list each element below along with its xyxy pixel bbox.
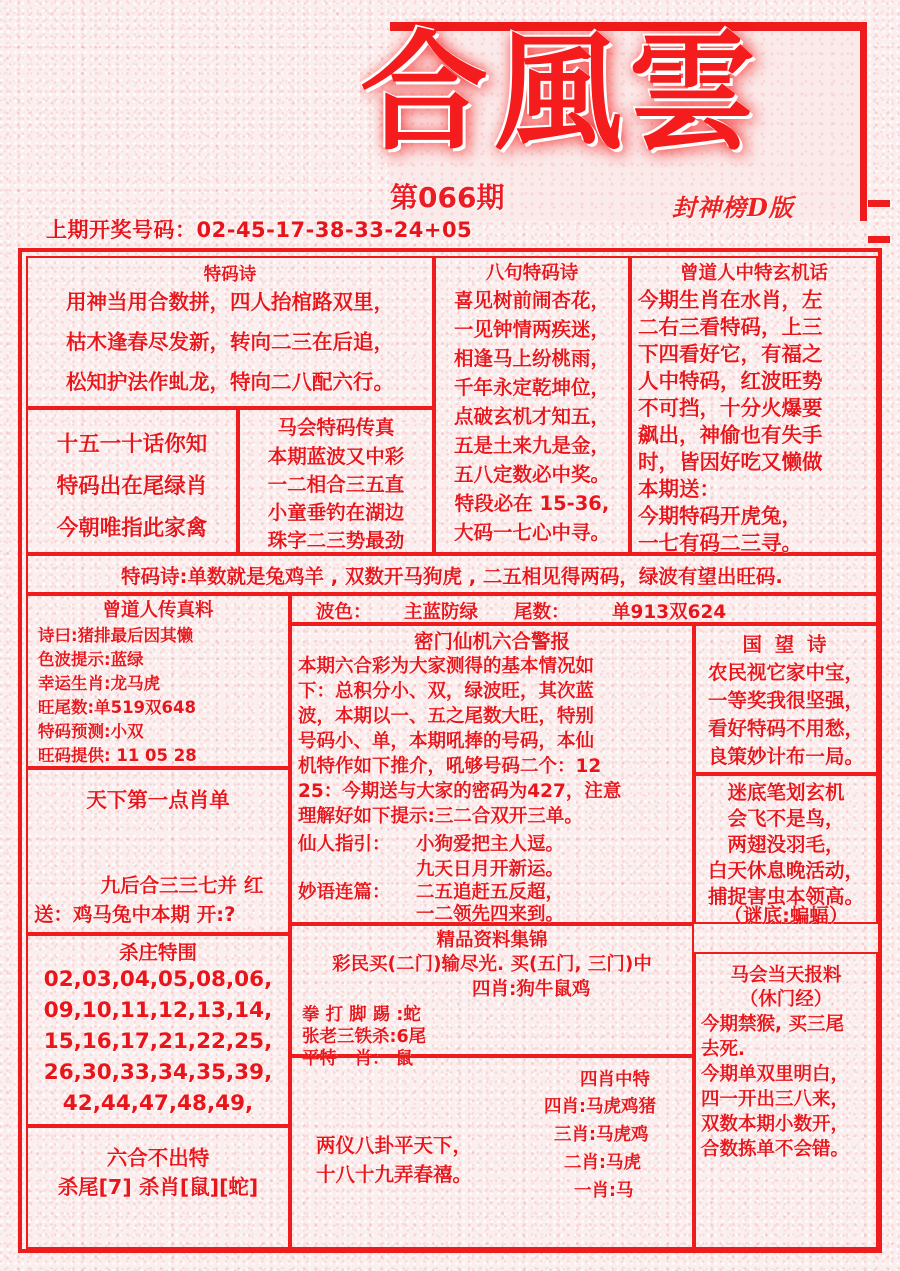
eight-line-poem-line-5: 点破玄机才知五， [453,405,610,428]
tianxia-cell [26,768,290,934]
mimen-saying-line-2: 一二领先四来到。 [416,904,565,925]
mahui-fax-line-1: 本期蓝波又中彩 [267,445,405,468]
mimen-saying-label: 妙语连篇： [298,882,391,903]
mahui-today-line-6: 合数拣单不会错。 [701,1139,850,1160]
guowang-poem-line-4: 良策妙计布一局。 [707,745,864,768]
zengdaoren-fax-row-4: 旺尾数:单519双648 [38,698,196,717]
zengdaoren-xuanji-line-4: 人中特码，红波旺势 [638,369,823,393]
zengdaoren-fax-row-6: 旺码提供: 11 05 28 [38,746,197,765]
liuhe-heading: 六合不出特 [106,1146,210,1170]
eight-line-poem-line-9: 大码一七心中寻。 [453,521,610,544]
page-title: 合風雲 [360,18,763,168]
tianxia-line-1: 九后合三三七并 红 [100,874,264,897]
issue-number: 第066期 [390,181,505,214]
mimen-cell [290,624,694,924]
sixiao-heading: 四肖中特 [580,1070,650,1090]
jingpin-row-3: 平特一肖： 鼠 [302,1049,414,1069]
shazhuang-numbers-4: 26,30,33,34,35,39, [43,1060,273,1085]
shazhuang-numbers-3: 15,16,17,21,22,25, [43,1029,273,1054]
mahui-today-line-4: 四一开出三八来， [701,1089,850,1110]
zengdaoren-xuanji-line-3: 下四看好它，有福之 [638,342,823,366]
jingpin-line-1: 彩民买(二门)输尽光. 买(五门, 三门)中 [332,954,652,975]
special-poem-line-2: 枯木逢春尽发新，转向二三在后追， [66,330,394,354]
zengdaoren-fax-cell [26,594,290,768]
mimen-line-1: 本期六合彩为大家测得的基本情况如 [298,656,595,677]
mimen-line-4: 号码小、单，本期吼捧的号码，本仙 [298,731,595,752]
zengdaoren-fax-row-1: 诗曰:猪排最后因其懒 [38,626,194,645]
page-header [0,0,900,242]
mimen-line-7: 理解好如下提示:三二合双开三单。 [298,806,583,827]
mimen-line-2: 下：总积分小、双，绿波旺，其次蓝 [298,681,595,702]
bagua-line-2: 十八十九弄春禧。 [316,1163,473,1186]
riddle-line-1: 会飞不是鸟， [727,807,845,830]
guowang-poem-heading: 国 望 诗 [742,633,830,656]
riddle-line-4: 捕捉害虫本领高。 [707,885,864,908]
eight-line-poem-heading: 八句特码诗 [485,263,579,284]
shazhuang-numbers-2: 09,10,11,12,13,14, [43,998,273,1023]
wave-color-cell [290,594,878,624]
zengdaoren-xuanji-line-9: 今期特码开虎兔， [638,504,802,528]
fifteen-ten-line-2: 特码出在尾绿肖 [56,474,208,499]
zengdaoren-xuanji-line-5: 不可挡，十分火爆要 [638,396,823,420]
jingpin-row-1: 拳 打 脚 踢 :蛇 [302,1005,421,1025]
tianxia-line-2: 送：鸡马兔中本期 开:? [34,903,236,926]
special-poem-heading: 特码诗 [203,265,257,285]
mahui-fax-heading: 马会特码传真 [277,416,395,439]
eight-line-poem-cell [434,256,630,554]
riddle-answer: （谜底:蝙蝠） [723,904,849,927]
zengdaoren-xuanji-line-1: 今期生肖在水肖，左 [638,288,823,312]
sixiao-row-2: 三肖:马虎鸡 [554,1125,649,1145]
mahui-today-heading: 马会当天报料 [730,965,842,986]
mahui-today-cell [694,952,878,1249]
tail-number-value: 单913双624 [612,602,727,623]
zengdaoren-xuanji-line-2: 二右三看特码，上三 [638,315,823,339]
banner-text: 特码诗:单数就是兔鸡羊 , 双数开马狗虎 , 二五相见得两码，绿波有望出旺码. [121,565,783,588]
mahui-fax-cell [238,408,434,554]
guowang-poem-line-3: 看好特码不用愁， [707,717,864,740]
guowang-poem-cell [694,624,878,774]
bagua-sixiao-cell [290,1056,694,1249]
bagua-line-1: 两仪八卦平天下， [316,1134,473,1157]
guowang-poem-line-1: 农民视它家中宝， [707,661,864,684]
mahui-today-line-3: 今期单双里明白， [701,1064,850,1085]
zengdaoren-xuanji-cell [630,256,878,554]
content-frame [18,248,882,1253]
riddle-line-3: 白天休息晚活动， [707,859,864,882]
fifteen-ten-cell [26,408,238,554]
banner-cell [26,554,878,594]
shazhuang-numbers-1: 02,03,04,05,08,06, [43,967,273,992]
shazhuang-heading: 杀庄特围 [118,941,197,964]
mimen-line-6: 25：今期送与大家的密码为427，注意 [298,781,622,802]
zengdaoren-xuanji-heading: 曾道人中特玄机话 [679,263,828,284]
fifteen-ten-line-3: 今朝唯指此家禽 [56,516,208,541]
shazhuang-cell [26,934,290,1126]
jingpin-row-2: 张老三铁杀:6尾 [302,1027,427,1047]
mahui-today-line-5: 双数本期小数开， [701,1114,850,1135]
zengdaoren-fax-row-3: 幸运生肖:龙马虎 [38,674,161,693]
eight-line-poem-line-3: 相逢马上纷桃雨， [453,347,610,370]
sixiao-row-3: 二肖:马虎 [564,1153,641,1173]
zengdaoren-xuanji-line-8: 本期送： [638,477,720,501]
special-poem-line-3: 松知护法作虬龙，特向二八配六行。 [66,370,394,394]
mimen-line-3: 波，本期以一、五之尾数大旺，特别 [298,706,595,727]
mimen-line-5: 机特作如下推介，吼够号码二个：12 [298,756,602,777]
last-draw-numbers: 上期开奖号码：02-45-17-38-33-24+05 [46,218,473,242]
eight-line-poem-line-7: 五八定数必中奖。 [453,463,610,486]
mimen-heading: 密门仙机六合警报 [413,630,570,653]
jingpin-cell [290,924,694,1069]
mimen-guide-line-2: 九天日月开新运。 [416,859,565,880]
jingpin-line-2: 四肖:狗牛鼠鸡 [472,979,591,1000]
mimen-saying-line-1: 二五追赶五反超， [416,882,565,903]
jingpin-heading: 精品资料集锦 [436,930,548,951]
wave-color-value: 主蓝防绿 [404,602,479,623]
eight-line-poem-line-1: 喜见树前闹杏花， [453,289,610,312]
mahui-today-line-1: 今期禁猴, 买三尾 [701,1014,844,1035]
riddle-heading: 迷底笔划玄机 [727,781,845,804]
special-poem-cell [26,256,434,408]
liuhe-cell [26,1126,290,1249]
zengdaoren-fax-row-5: 特码预测:小双 [38,722,144,741]
riddle-line-2: 两翅没羽毛， [727,833,845,856]
zengdaoren-xuanji-line-10: 一七有码二三寻。 [638,531,802,555]
mahui-today-line-2: 去死. [701,1039,746,1060]
edition-label: 封神榜D版 [672,193,794,222]
mahui-fax-line-4: 珠字二三势最劲 [267,529,405,552]
mahui-fax-line-2: 一二相合三五直 [267,473,405,496]
guowang-poem-line-2: 一等奖我很坚强， [707,689,864,712]
mimen-guide-label: 仙人指引： [298,834,391,855]
zengdaoren-fax-heading: 曾道人传真料 [102,600,214,621]
liuhe-line: 杀尾[7] 杀肖[鼠][蛇] [57,1175,259,1199]
special-poem-line-1: 用神当用合数拼，四人抬棺路双里， [66,290,394,314]
sixiao-row-4: 一肖:马 [574,1181,634,1201]
mimen-guide-line-1: 小狗爱把主人逗。 [416,834,565,855]
riddle-cell [694,774,878,927]
sixiao-row-1: 四肖:马虎鸡猪 [544,1097,656,1117]
decor-tick-1 [868,200,890,207]
shazhuang-numbers-5: 42,44,47,48,49, [62,1091,254,1116]
zengdaoren-xuanji-line-7: 时，皆因好吃又懒做 [638,450,823,474]
mahui-fax-line-3: 小童垂钓在湖边 [267,501,405,524]
eight-line-poem-line-6: 五是土来九是金， [453,434,610,457]
zengdaoren-xuanji-line-6: 飙出，神偷也有失手 [638,423,823,447]
fifteen-ten-line-1: 十五一十话你知 [56,432,208,457]
tail-number-label: 尾数： [514,602,570,623]
eight-line-poem-line-8: 特段必在 15-36, [454,492,610,515]
eight-line-poem-line-2: 一见钟情两疾迷， [453,318,610,341]
tianxia-heading: 天下第一点肖单 [86,788,230,812]
wave-color-label: 波色： [316,602,372,623]
decor-tick-2 [868,236,890,243]
eight-line-poem-line-4: 千年永定乾坤位， [453,376,610,399]
mahui-today-subheading: （休门经） [739,989,833,1010]
zengdaoren-fax-row-2: 色波提示:蓝绿 [38,650,144,669]
